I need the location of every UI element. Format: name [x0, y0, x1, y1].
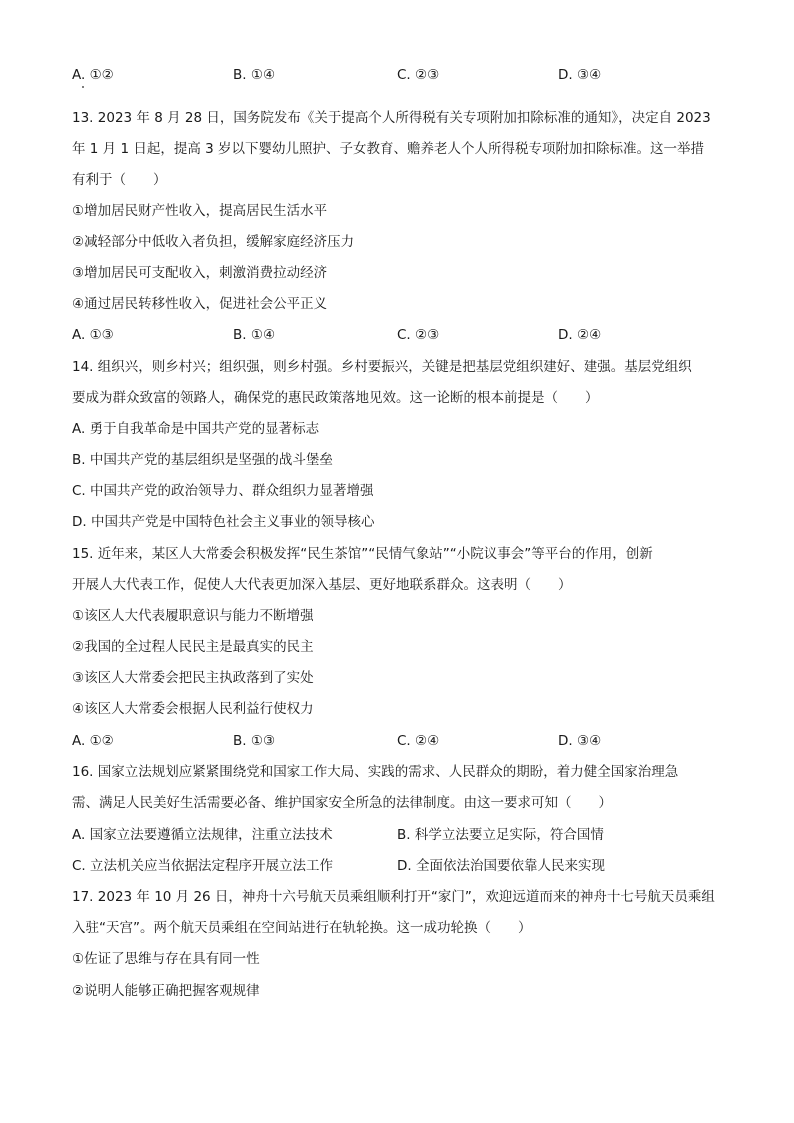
q13-statement-4: ④通过居民转移性收入，促进社会公平正义 — [72, 296, 328, 312]
q12-option-c: C. ②③ — [397, 67, 440, 83]
q13-stem-line-2: 年 1 月 1 日起，提高 3 岁以下婴幼儿照护、子女教育、赡养老人个人所得税专项附加扣除标准。这一举措 — [72, 141, 705, 157]
q16-option-b: B. 科学立法要立足实际，符合国情 — [397, 827, 604, 843]
q15-statement-4: ④该区人大常委会根据人民利益行使权力 — [72, 701, 314, 717]
q17-stem-line-2: 入驻“天宫”。两个航天员乘组在空间站进行在轨轮换。这一成功轮换（ ） — [72, 920, 532, 936]
q15-option-b: B. ①③ — [233, 733, 276, 749]
q14-option-d: D. 中国共产党是中国特色社会主义事业的领导核心 — [72, 514, 375, 530]
q15-stem-line-2: 开展人大代表工作，促使人大代表更加深入基层、更好地联系群众。这表明（ ） — [72, 577, 572, 593]
q14-option-b: B. 中国共产党的基层组织是坚强的战斗堡垒 — [72, 452, 333, 468]
q16-option-c: C. 立法机关应当依据法定程序开展立法工作 — [72, 858, 334, 874]
q13-statement-3: ③增加居民可支配收入，刺激消费拉动经济 — [72, 265, 328, 281]
q13-option-a: A. ①③ — [72, 327, 114, 343]
q13-option-b: B. ①④ — [233, 327, 276, 343]
stray-dot — [82, 86, 84, 88]
q13-statement-2: ②减轻部分中低收入者负担，缓解家庭经济压力 — [72, 234, 355, 250]
q16-option-a: A. 国家立法要遵循立法规律，注重立法技术 — [72, 827, 333, 843]
q14-option-c: C. 中国共产党的政治领导力、群众组织力显著增强 — [72, 483, 374, 499]
q15-statement-1: ①该区人大代表履职意识与能力不断增强 — [72, 608, 314, 624]
q16-stem-line-1: 16. 国家立法规划应紧紧围绕党和国家工作大局、实践的需求、人民群众的期盼，着力健全国家治理急 — [72, 764, 679, 780]
q15-statement-3: ③该区人大常委会把民主执政落到了实处 — [72, 670, 314, 686]
q14-option-a: A. 勇于自我革命是中国共产党的显著标志 — [72, 421, 320, 437]
q15-option-a: A. ①② — [72, 733, 114, 749]
q16-option-d: D. 全面依法治国要依靠人民来实现 — [397, 858, 605, 874]
q17-stem-line-1: 17. 2023 年 10 月 26 日，神舟十六号航天员乘组顺利打开“家门”，欢迎远道而来的神舟十七号航天员乘组 — [72, 889, 715, 905]
q15-option-d: D. ③④ — [558, 733, 602, 749]
q12-option-d: D. ③④ — [558, 67, 602, 83]
q14-stem-line-2: 要成为群众致富的领路人，确保党的惠民政策落地见效。这一论断的根本前提是（ ） — [72, 390, 599, 406]
q15-stem-line-1: 15. 近年来，某区人大常委会积极发挥“民生茶馆”“民情气象站”“小院议事会”等平台的作用，创新 — [72, 546, 653, 562]
q15-option-c: C. ②④ — [397, 733, 440, 749]
q13-option-c: C. ②③ — [397, 327, 440, 343]
q14-stem-line-1: 14. 组织兴，则乡村兴；组织强，则乡村强。乡村要振兴，关键是把基层党组织建好、建强。基层党组织 — [72, 359, 692, 375]
q13-stem-line-1: 13. 2023 年 8 月 28 日，国务院发布《关于提高个人所得税有关专项附加扣除标准的通知》，决定自 2023 — [72, 110, 711, 126]
q16-stem-line-2: 需、满足人民美好生活需要必备、维护国家安全所急的法律制度。由这一要求可知（ ） — [72, 795, 612, 811]
q15-statement-2: ②我国的全过程人民民主是最真实的民主 — [72, 639, 314, 655]
q13-option-d: D. ②④ — [558, 327, 602, 343]
q12-option-b: B. ①④ — [233, 67, 276, 83]
q17-statement-2: ②说明人能够正确把握客观规律 — [72, 983, 260, 999]
q13-statement-1: ①增加居民财产性收入，提高居民生活水平 — [72, 203, 328, 219]
q13-stem-line-3: 有利于（ ） — [72, 172, 167, 188]
q12-option-a: A. ①② — [72, 67, 114, 83]
q17-statement-1: ①佐证了思维与存在具有同一性 — [72, 951, 260, 967]
